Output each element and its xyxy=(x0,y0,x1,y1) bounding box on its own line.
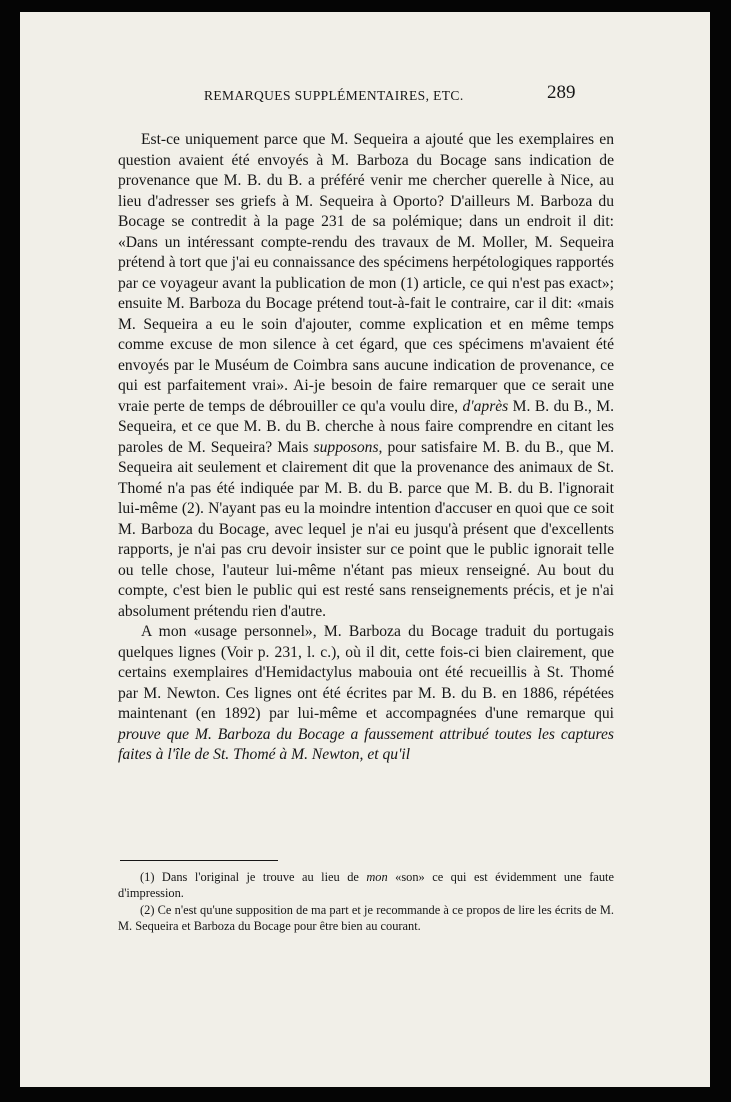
footnote-rule xyxy=(120,860,278,861)
text-run: «son» ce qui est évidemment une faute d'impression. xyxy=(118,870,614,900)
running-head xyxy=(20,82,710,110)
text-run: (1) Dans l'original je trouve au lieu de xyxy=(140,870,367,884)
paragraph xyxy=(118,622,614,766)
page-number: 289 xyxy=(547,82,576,103)
running-title: REMARQUES SUPPLÉMENTAIRES, ETC. xyxy=(204,88,464,103)
paragraph xyxy=(118,130,614,622)
footnote xyxy=(118,870,614,901)
text-run: A mon «usage personnel», M. Barboza du Bocage traduit du portugais quelques lignes (Voir p. 231, l. c.), où il dit, cette fois-ci bien clairement, que certains exemplaires d'Hemidactylus mabouia ont été recueillis à St. Thomé par M. Newton. Ces lignes ont été écrites par M. B. du B. en 1886, répétées maintenant (en 1892) par lui-même et accompagnées d'une remarque qui xyxy=(118,623,614,722)
text-run: pour satisfaire M. B. du B., que M. Sequeira ait seulement et clairement dit que la provenance des animaux de St. Thomé n'a pas été indiquée par M. B. du B. parce que M. B. du B. l'ignorait lui-même (2). N'ayant pas eu la moindre intention d'accuser en quoi que ce soit M. Barboza du Bocage, avec lequel je n'ai eu jusqu'à présent que d'excellents rapports, je n'ai pas cru devoir insister sur ce point que le public ignorait telle ou telle chose, l'auteur lui-même n'étant pas mieux renseigné. Au bout du compte, c'est bien le public qui est resté sans renseignements précis, et je n'ai absolument prétendu rien d'autre. xyxy=(118,438,614,620)
footnote xyxy=(118,903,614,934)
text-run: M. B. du B., M. Sequeira, et ce que M. B. du B. cherche à nous faire comprendre en citant les paroles de M. Sequeira? Mais xyxy=(118,397,614,456)
italic-run: prouve que M. Barboza du Bocage a faussement attribué toutes les captures faites à l'île de St. Thomé à M. Newton, et qu'il xyxy=(118,725,614,763)
italic-run: d'après xyxy=(462,397,509,415)
italic-run: supposons, xyxy=(313,438,383,456)
italic-run: mon xyxy=(366,870,388,884)
book-page xyxy=(20,12,710,1087)
footnotes xyxy=(118,870,614,936)
body-text xyxy=(118,130,614,766)
text-run: Est-ce uniquement parce que M. Sequeira a ajouté que les exemplaires en question avaient été envoyés à M. Barboza du Bocage sans indication de provenance que M. B. du B. a préféré venir me chercher querelle à Nice, au lieu d'adresser ses griefs à M. Sequeira à Oporto? D'ailleurs M. Barboza du Bocage se contredit à la page 231 de sa polémique; dans un endroit il dit: «Dans un intéressant compte-rendu des travaux de M. Moller, M. Sequeira prétend à tort que j'ai eu connaissance des spécimens herpétologiques rapportés par ce voyageur avant la publication de mon (1) article, ce qui n'est pas exact»; ensuite M. Barboza du Bocage prétend tout-à-fait le contraire, car il dit: «mais M. Sequeira a eu le soin d'ajouter, comme explication et en même temps comme excuse de mon silence à cet égard, que ces spécimens m'avaient été envoyés par le Muséum de Coimbra sans aucune indication de provenance, ce qui est parfaitement vrai». Ai-je besoin de faire remarquer que ce serait une vraie perte de temps de débrouiller ce qu'a voulu dire, xyxy=(118,131,614,415)
text-run: (2) Ce n'est qu'une supposition de ma part et je recommande à ce propos de lire les écrits de M. M. Sequeira et Barboza du Bocage pour être bien au courant. xyxy=(118,903,614,933)
